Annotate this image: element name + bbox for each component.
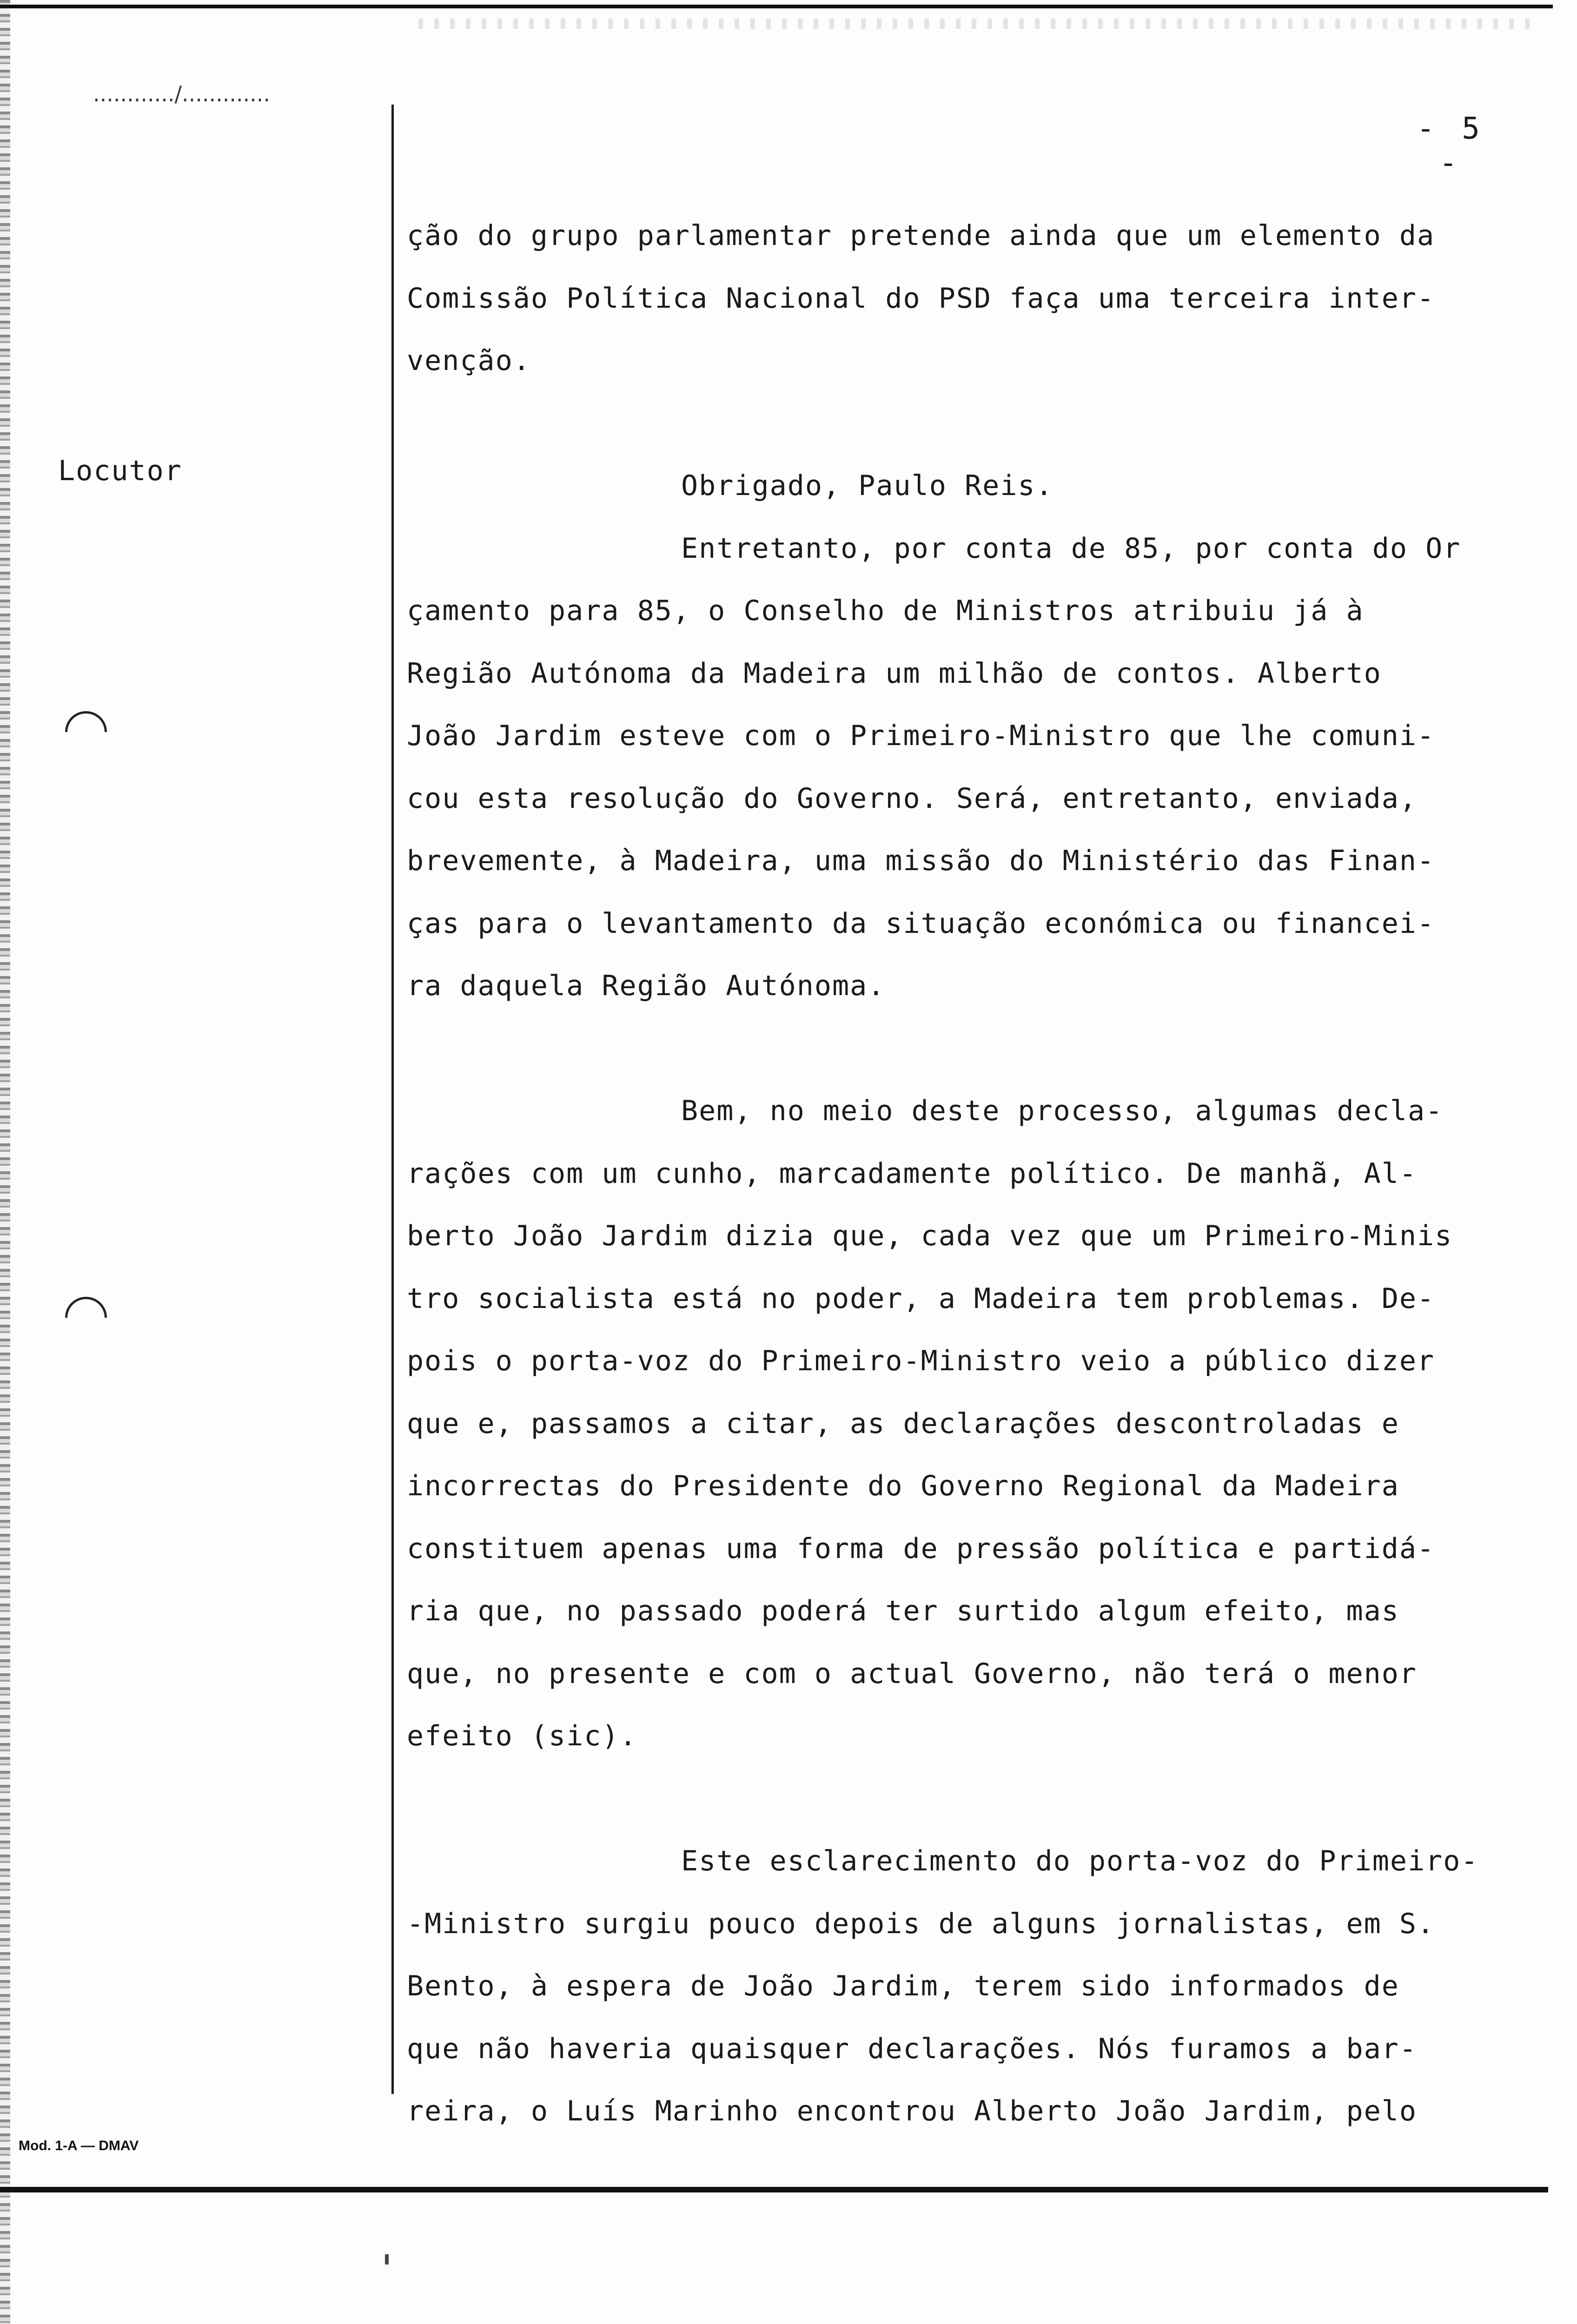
form-code-label: Mod. 1-A — DMAV bbox=[19, 2138, 139, 2153]
transcript-body bbox=[407, 205, 1537, 2143]
text-line: que não haveria quaisquer declarações. Nós furamos a bar- bbox=[407, 2032, 1418, 2065]
text-line: ças para o levantamento da situação económica ou financei- bbox=[407, 907, 1435, 940]
text-line: cou esta resolução do Governo. Será, entretanto, enviada, bbox=[407, 782, 1418, 815]
text-line: efeito (sic). bbox=[407, 1720, 637, 1752]
paragraph-continuation bbox=[407, 205, 1537, 392]
text-line: Bem, no meio deste processo, algumas decla- bbox=[681, 1095, 1444, 1127]
text-line: reira, o Luís Marinho encontrou Alberto João Jardim, pelo bbox=[407, 2095, 1418, 2127]
binding-edge bbox=[0, 0, 10, 2324]
scan-speckle bbox=[418, 19, 1534, 29]
text-line: tro socialista está no poder, a Madeira tem problemas. De- bbox=[407, 1282, 1435, 1315]
text-line: Comissão Política Nacional do PSD faça uma terceira inter- bbox=[407, 282, 1435, 315]
text-line: ção do grupo parlamentar pretende ainda que um elemento da bbox=[407, 219, 1435, 252]
punch-hole-mark bbox=[65, 711, 107, 732]
text-line: constituem apenas uma forma de pressão política e partidá- bbox=[407, 1532, 1435, 1565]
text-line: -Ministro surgiu pouco depois de alguns jornalistas, em S. bbox=[407, 1907, 1435, 1940]
text-line: Este esclarecimento do porta-voz do Primeiro- bbox=[681, 1845, 1479, 1877]
bottom-border-line bbox=[0, 2187, 1548, 2192]
text-line: Bento, à espera de João Jardim, terem sido informados de bbox=[407, 1970, 1399, 2002]
text-line: Entretanto, por conta de 85, por conta do Or bbox=[681, 532, 1461, 565]
text-line: incorrectas do Presidente do Governo Regional da Madeira bbox=[407, 1470, 1399, 1502]
text-line: pois o porta-voz do Primeiro-Ministro veio a público dizer bbox=[407, 1345, 1435, 1377]
page-number: - 5 - bbox=[1417, 112, 1484, 180]
text-line: venção. bbox=[407, 344, 531, 377]
paragraph-clarification bbox=[407, 1830, 1537, 2143]
paragraph-declarations bbox=[407, 1080, 1537, 1768]
punch-hole-mark bbox=[65, 1297, 107, 1318]
text-line: berto João Jardim dizia que, cada vez que um Primeiro-Minis bbox=[407, 1220, 1453, 1252]
text-line: çamento para 85, o Conselho de Ministros atribuiu já à bbox=[407, 594, 1364, 627]
text-line: João Jardim esteve com o Primeiro-Ministro que lhe comuni- bbox=[407, 720, 1435, 752]
text-line: rações com um cunho, marcadamente político. De manhã, Al- bbox=[407, 1157, 1418, 1190]
margin-rule bbox=[391, 105, 394, 2094]
speaker-label: Locutor bbox=[58, 455, 182, 487]
stray-mark bbox=[385, 2254, 389, 2265]
text-line: que, no presente e com o actual Governo, não terá o menor bbox=[407, 1657, 1418, 1690]
text-line: que e, passamos a citar, as declarações descontroladas e bbox=[407, 1407, 1399, 1440]
text-line: ria que, no passado poderá ter surtido algum efeito, mas bbox=[407, 1595, 1399, 1627]
paragraph-thanks bbox=[407, 455, 1537, 517]
top-border-line bbox=[0, 5, 1553, 8]
text-line: brevemente, à Madeira, uma missão do Ministério das Finan- bbox=[407, 845, 1435, 877]
paragraph-budget bbox=[407, 517, 1537, 1017]
text-line: ra daquela Região Autónoma. bbox=[407, 970, 886, 1002]
text-line: Região Autónoma da Madeira um milhão de contos. Alberto bbox=[407, 657, 1382, 690]
corner-mark: ............/............. bbox=[93, 81, 271, 106]
text-line: Obrigado, Paulo Reis. bbox=[681, 469, 1054, 502]
